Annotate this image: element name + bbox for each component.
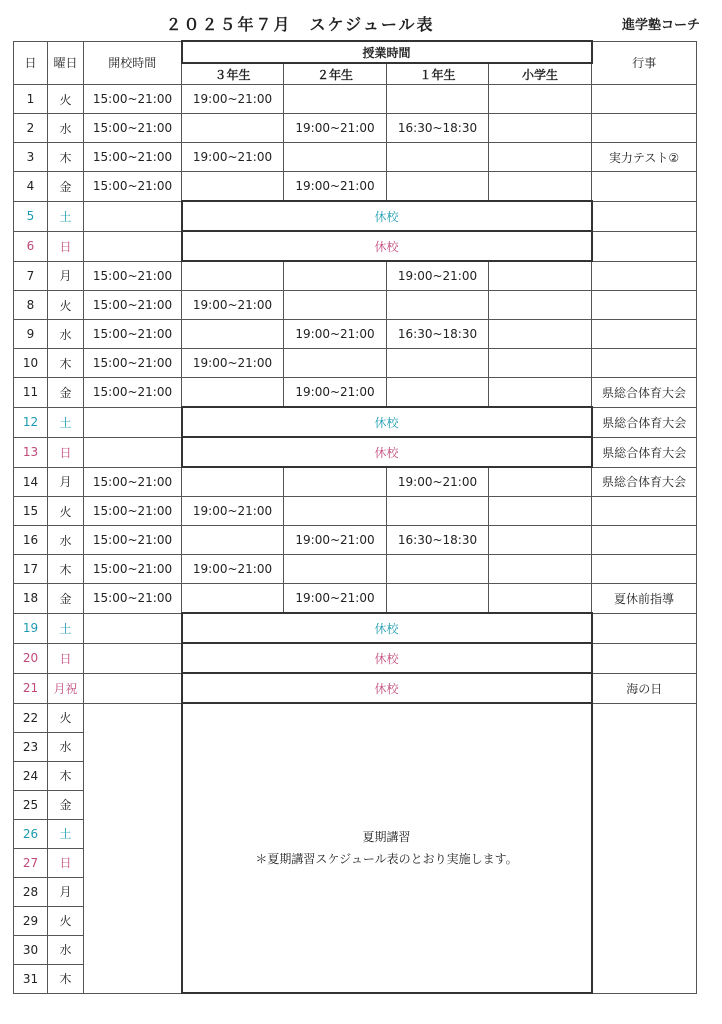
weekday-cell: 水 xyxy=(48,114,84,143)
class-time-cell-g2 xyxy=(284,291,387,320)
event-cell: 夏休前指導 xyxy=(592,584,697,614)
header-grade1: １年生 xyxy=(387,63,489,85)
open-hours-cell xyxy=(84,437,182,467)
table-row xyxy=(14,85,697,114)
table-row xyxy=(14,349,697,378)
open-hours-cell xyxy=(84,613,182,643)
open-hours-cell: 15:00~21:00 xyxy=(84,143,182,172)
header-grade3: ３年生 xyxy=(182,63,284,85)
class-time-cell-g2 xyxy=(284,261,387,291)
table-row xyxy=(14,526,697,555)
day-cell: 27 xyxy=(14,848,48,877)
weekday-cell: 火 xyxy=(48,85,84,114)
class-time-cell-g3 xyxy=(182,114,284,143)
header-class-hours: 授業時間 xyxy=(182,41,592,63)
day-cell: 17 xyxy=(14,555,48,584)
class-time-cell-g1 xyxy=(387,143,489,172)
weekday-cell: 水 xyxy=(48,935,84,964)
table-row xyxy=(14,613,697,643)
class-time-cell-g1: 19:00~21:00 xyxy=(387,261,489,291)
weekday-cell: 土 xyxy=(48,201,84,231)
open-hours-cell: 15:00~21:00 xyxy=(84,261,182,291)
class-time-cell-g1 xyxy=(387,85,489,114)
table-row xyxy=(14,172,697,202)
class-time-cell-elem xyxy=(489,497,592,526)
weekday-cell: 月祝 xyxy=(48,673,84,703)
weekday-cell: 火 xyxy=(48,497,84,526)
event-cell xyxy=(592,114,697,143)
event-cell: 県総合体育大会 xyxy=(592,467,697,497)
class-time-cell-g1 xyxy=(387,555,489,584)
day-cell: 4 xyxy=(14,172,48,202)
open-hours-cell: 15:00~21:00 xyxy=(84,320,182,349)
weekday-cell: 金 xyxy=(48,584,84,614)
day-cell: 6 xyxy=(14,231,48,261)
event-cell xyxy=(592,172,697,202)
table-row xyxy=(14,643,697,673)
class-time-cell-g1: 16:30~18:30 xyxy=(387,526,489,555)
weekday-cell: 日 xyxy=(48,437,84,467)
day-cell: 19 xyxy=(14,613,48,643)
event-cell xyxy=(592,703,697,993)
day-cell: 18 xyxy=(14,584,48,614)
event-cell: 県総合体育大会 xyxy=(592,378,697,408)
day-cell: 16 xyxy=(14,526,48,555)
event-cell: 県総合体育大会 xyxy=(592,407,697,437)
event-cell xyxy=(592,320,697,349)
weekday-cell: 金 xyxy=(48,172,84,202)
event-cell: 海の日 xyxy=(592,673,697,703)
day-cell: 3 xyxy=(14,143,48,172)
class-time-cell-g3 xyxy=(182,467,284,497)
table-row xyxy=(14,201,697,231)
class-time-cell-elem xyxy=(489,526,592,555)
class-time-cell-elem xyxy=(489,467,592,497)
event-cell: 県総合体育大会 xyxy=(592,437,697,467)
class-time-cell-g1 xyxy=(387,497,489,526)
table-row xyxy=(14,291,697,320)
event-cell xyxy=(592,555,697,584)
weekday-cell: 金 xyxy=(48,378,84,408)
open-hours-cell: 15:00~21:00 xyxy=(84,349,182,378)
weekday-cell: 水 xyxy=(48,526,84,555)
day-cell: 29 xyxy=(14,906,48,935)
day-cell: 14 xyxy=(14,467,48,497)
weekday-cell: 木 xyxy=(48,761,84,790)
day-cell: 23 xyxy=(14,732,48,761)
day-cell: 12 xyxy=(14,407,48,437)
day-cell: 5 xyxy=(14,201,48,231)
class-time-cell-g3: 19:00~21:00 xyxy=(182,555,284,584)
weekday-cell: 火 xyxy=(48,703,84,732)
class-time-cell-g3: 19:00~21:00 xyxy=(182,143,284,172)
open-hours-cell xyxy=(84,231,182,261)
class-time-cell-g3 xyxy=(182,172,284,202)
day-cell: 28 xyxy=(14,877,48,906)
open-hours-cell: 15:00~21:00 xyxy=(84,467,182,497)
page-title: ２０２５年７月 スケジュール表 xyxy=(165,15,435,34)
weekday-cell: 水 xyxy=(48,320,84,349)
table-row xyxy=(14,407,697,437)
open-hours-cell: 15:00~21:00 xyxy=(84,291,182,320)
event-cell xyxy=(592,526,697,555)
weekday-cell: 日 xyxy=(48,231,84,261)
class-time-cell-g2 xyxy=(284,467,387,497)
table-row xyxy=(14,320,697,349)
class-time-cell-g1 xyxy=(387,349,489,378)
class-time-cell-elem xyxy=(489,291,592,320)
event-cell xyxy=(592,201,697,231)
header-elementary: 小学生 xyxy=(489,63,592,85)
event-cell xyxy=(592,291,697,320)
class-time-cell-elem xyxy=(489,378,592,408)
day-cell: 25 xyxy=(14,790,48,819)
table-row xyxy=(14,231,697,261)
class-time-cell-elem xyxy=(489,349,592,378)
weekday-cell: 日 xyxy=(48,848,84,877)
class-time-cell-elem xyxy=(489,261,592,291)
header-day: 日 xyxy=(14,41,48,85)
table-row xyxy=(14,673,697,703)
class-time-cell-g3 xyxy=(182,378,284,408)
class-time-cell-elem xyxy=(489,85,592,114)
table-row xyxy=(14,584,697,614)
class-time-cell-elem xyxy=(489,114,592,143)
day-cell: 26 xyxy=(14,819,48,848)
day-cell: 24 xyxy=(14,761,48,790)
summer-note: ＊夏期講習スケジュール表のとおり実施します。 xyxy=(255,852,518,866)
day-cell: 1 xyxy=(14,85,48,114)
day-cell: 13 xyxy=(14,437,48,467)
schedule-table xyxy=(13,40,697,994)
class-time-cell-g2: 19:00~21:00 xyxy=(284,584,387,614)
class-time-cell-g3: 19:00~21:00 xyxy=(182,497,284,526)
class-time-cell-elem xyxy=(489,555,592,584)
class-time-cell-elem xyxy=(489,172,592,202)
table-row xyxy=(14,261,697,291)
closed-cell: 休校 xyxy=(182,231,592,261)
weekday-cell: 木 xyxy=(48,964,84,993)
closed-cell: 休校 xyxy=(182,643,592,673)
class-time-cell-elem xyxy=(489,143,592,172)
weekday-cell: 水 xyxy=(48,732,84,761)
event-cell: 実力テスト② xyxy=(592,143,697,172)
weekday-cell: 月 xyxy=(48,467,84,497)
class-time-cell-g2 xyxy=(284,143,387,172)
day-cell: 15 xyxy=(14,497,48,526)
weekday-cell: 日 xyxy=(48,643,84,673)
open-hours-cell: 15:00~21:00 xyxy=(84,526,182,555)
summer-title: 夏期講習 xyxy=(362,830,411,844)
weekday-cell: 土 xyxy=(48,407,84,437)
class-time-cell-g1 xyxy=(387,378,489,408)
open-hours-cell xyxy=(84,673,182,703)
day-cell: 11 xyxy=(14,378,48,408)
class-time-cell-g2: 19:00~21:00 xyxy=(284,526,387,555)
header-events: 行事 xyxy=(592,41,697,85)
class-time-cell-g3 xyxy=(182,584,284,614)
closed-cell: 休校 xyxy=(182,673,592,703)
class-time-cell-g1 xyxy=(387,291,489,320)
open-hours-cell xyxy=(84,407,182,437)
table-row xyxy=(14,703,697,732)
header-grade2: ２年生 xyxy=(284,63,387,85)
class-time-cell-g3: 19:00~21:00 xyxy=(182,291,284,320)
closed-cell: 休校 xyxy=(182,437,592,467)
day-cell: 2 xyxy=(14,114,48,143)
day-cell: 20 xyxy=(14,643,48,673)
table-row xyxy=(14,555,697,584)
weekday-cell: 木 xyxy=(48,143,84,172)
class-time-cell-g1 xyxy=(387,172,489,202)
class-time-cell-g2 xyxy=(284,497,387,526)
school-name: 進学塾コーチ xyxy=(621,18,700,33)
closed-cell: 休校 xyxy=(182,407,592,437)
closed-cell: 休校 xyxy=(182,201,592,231)
day-cell: 7 xyxy=(14,261,48,291)
class-time-cell-g1: 16:30~18:30 xyxy=(387,320,489,349)
class-time-cell-g1 xyxy=(387,584,489,614)
summer-session-cell xyxy=(182,703,592,993)
class-time-cell-g1: 19:00~21:00 xyxy=(387,467,489,497)
open-hours-cell: 15:00~21:00 xyxy=(84,85,182,114)
class-time-cell-g3: 19:00~21:00 xyxy=(182,85,284,114)
event-cell xyxy=(592,613,697,643)
class-time-cell-g3 xyxy=(182,526,284,555)
class-time-cell-g2 xyxy=(284,349,387,378)
class-time-cell-g2 xyxy=(284,555,387,584)
table-row xyxy=(14,437,697,467)
weekday-cell: 土 xyxy=(48,819,84,848)
open-hours-cell xyxy=(84,201,182,231)
day-cell: 10 xyxy=(14,349,48,378)
weekday-cell: 月 xyxy=(48,261,84,291)
table-row xyxy=(14,114,697,143)
class-time-cell-g1: 16:30~18:30 xyxy=(387,114,489,143)
class-time-cell-g2: 19:00~21:00 xyxy=(284,172,387,202)
closed-cell: 休校 xyxy=(182,613,592,643)
open-hours-cell: 15:00~21:00 xyxy=(84,114,182,143)
event-cell xyxy=(592,349,697,378)
day-cell: 22 xyxy=(14,703,48,732)
class-time-cell-g3 xyxy=(182,261,284,291)
open-hours-cell: 15:00~21:00 xyxy=(84,172,182,202)
table-row xyxy=(14,378,697,408)
weekday-cell: 木 xyxy=(48,555,84,584)
weekday-cell: 木 xyxy=(48,349,84,378)
class-time-cell-g2: 19:00~21:00 xyxy=(284,320,387,349)
weekday-cell: 火 xyxy=(48,291,84,320)
open-hours-cell: 15:00~21:00 xyxy=(84,555,182,584)
class-time-cell-elem xyxy=(489,320,592,349)
event-cell xyxy=(592,231,697,261)
class-time-cell-elem xyxy=(489,584,592,614)
open-hours-cell: 15:00~21:00 xyxy=(84,378,182,408)
table-row xyxy=(14,143,697,172)
weekday-cell: 火 xyxy=(48,906,84,935)
class-time-cell-g2: 19:00~21:00 xyxy=(284,378,387,408)
weekday-cell: 金 xyxy=(48,790,84,819)
event-cell xyxy=(592,261,697,291)
class-time-cell-g3 xyxy=(182,320,284,349)
day-cell: 21 xyxy=(14,673,48,703)
day-cell: 31 xyxy=(14,964,48,993)
schedule-body xyxy=(14,85,697,994)
weekday-cell: 土 xyxy=(48,613,84,643)
day-cell: 8 xyxy=(14,291,48,320)
open-hours-cell: 15:00~21:00 xyxy=(84,584,182,614)
day-cell: 30 xyxy=(14,935,48,964)
class-time-cell-g3: 19:00~21:00 xyxy=(182,349,284,378)
open-hours-cell xyxy=(84,643,182,673)
table-row xyxy=(14,497,697,526)
header-open-hours: 開校時間 xyxy=(84,41,182,85)
event-cell xyxy=(592,497,697,526)
class-time-cell-g2: 19:00~21:00 xyxy=(284,114,387,143)
class-time-cell-g2 xyxy=(284,85,387,114)
table-row xyxy=(14,467,697,497)
open-hours-cell: 15:00~21:00 xyxy=(84,497,182,526)
day-cell: 9 xyxy=(14,320,48,349)
event-cell xyxy=(592,85,697,114)
header-weekday: 曜日 xyxy=(48,41,84,85)
event-cell xyxy=(592,643,697,673)
open-hours-cell xyxy=(84,703,182,993)
weekday-cell: 月 xyxy=(48,877,84,906)
